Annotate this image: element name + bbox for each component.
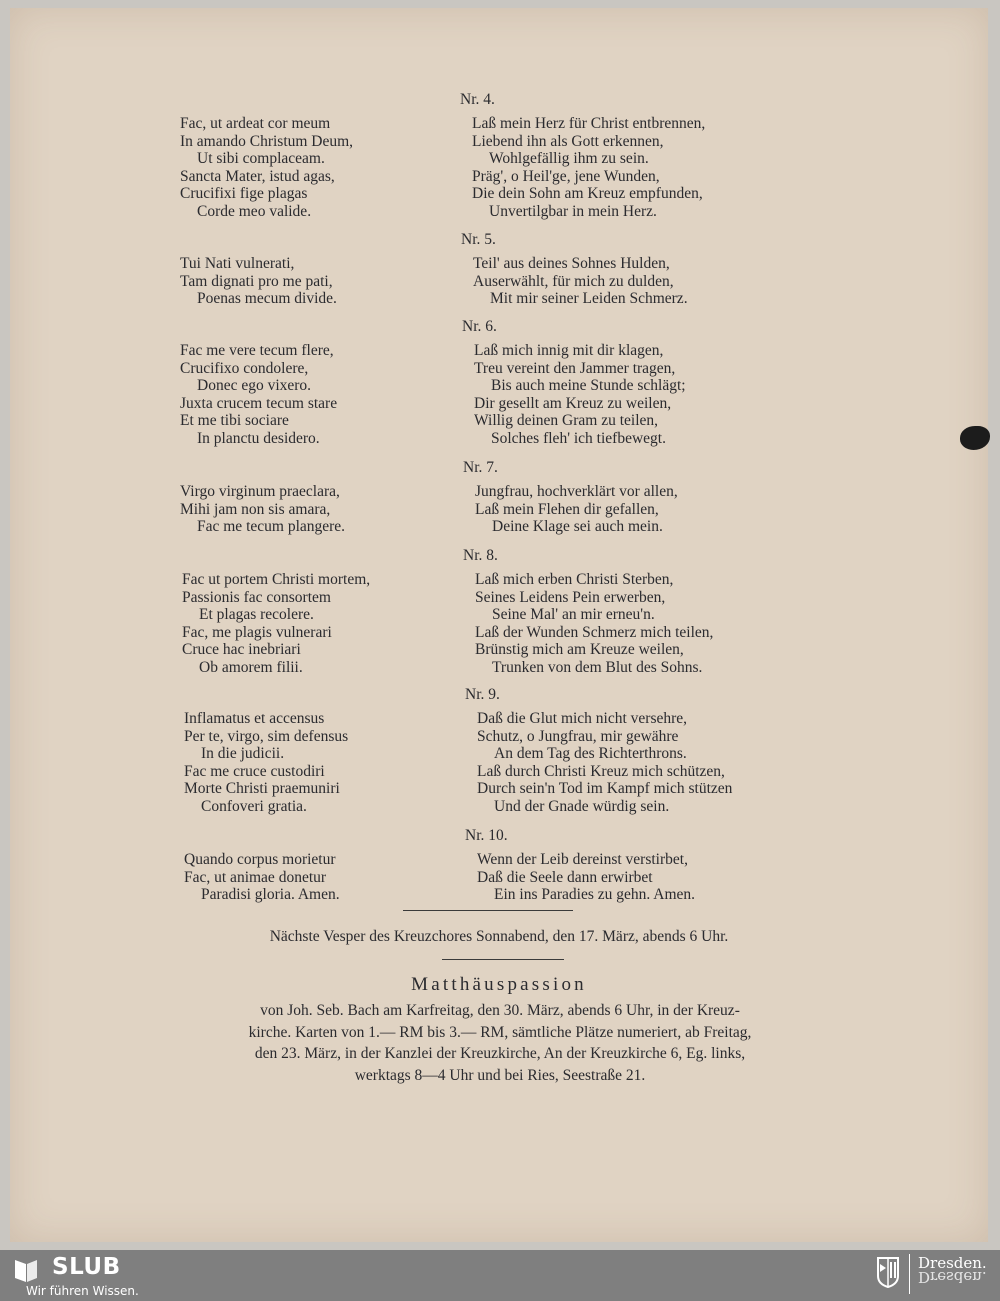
verse-line: Morte Christi praemuniri <box>184 780 340 798</box>
document-page <box>10 8 988 1242</box>
verse-line: Auserwählt, für mich zu dulden, <box>473 272 674 290</box>
verse-line: Laß mein Herz für Christ entbrennen, <box>472 115 706 132</box>
verse-line: Seine Mal' an mir erneu'n. <box>492 606 655 624</box>
verse-line: Corde meo valide. <box>197 202 312 220</box>
dresden-coat-of-arms-icon <box>876 1256 900 1288</box>
verse-line: Per te, virgo, sim defensus <box>184 727 349 745</box>
verse-line: In planctu desidero. <box>197 429 320 447</box>
verse-line: Liebend ihn als Gott erkennen, <box>472 132 664 150</box>
slub-logo-text: SLUB <box>52 1254 121 1280</box>
german-verse <box>475 483 835 536</box>
verse-line: Laß der Wunden Schmerz mich teilen, <box>475 623 714 641</box>
verse-line: Unvertilgbar in mein Herz. <box>489 202 657 220</box>
verse-line: Brünstig mich am Kreuze weilen, <box>475 641 684 659</box>
verse-line: Fac ut portem Christi mortem, <box>182 571 371 588</box>
verse-line: Ut sibi complaceam. <box>197 150 325 168</box>
verse-line: Fac, ut animae donetur <box>184 868 327 886</box>
passion-line: den 23. März, in der Kanzlei der Kreuzkirche, An der Kreuzkirche 6, Eg. links, <box>254 1045 746 1063</box>
verse-line: Mit mir seiner Leiden Schmerz. <box>490 290 688 308</box>
latin-verse <box>180 342 470 448</box>
verse-line: Et me tibi sociare <box>180 412 289 430</box>
verse-line: Crucifixi fige plagas <box>180 185 308 203</box>
verse-line: Laß mein Flehen dir gefallen, <box>475 500 659 518</box>
verse-line: Inflamatus et accensus <box>184 710 325 727</box>
verse-line: Wohlgefällig ihm zu sein. <box>489 150 649 168</box>
german-verse <box>477 710 837 816</box>
divider-rule <box>442 959 564 960</box>
verse-line: Wenn der Leib dereinst verstirbet, <box>477 851 688 868</box>
verse-line: Solches fleh' ich tiefbewegt. <box>491 429 666 447</box>
verse-line: Poenas mecum divide. <box>197 290 337 308</box>
stanza-number: Nr. 7. <box>463 459 498 476</box>
verse-line: Trunken von dem Blut des Sohns. <box>492 658 703 676</box>
verse-line: Ein ins Paradies zu gehn. Amen. <box>494 886 696 904</box>
latin-verse <box>184 851 474 904</box>
verse-line: Daß die Glut mich nicht versehre, <box>477 710 688 727</box>
german-verse <box>477 851 837 904</box>
verse-line: In amando Christum Deum, <box>180 132 354 150</box>
passion-line: werktags 8—4 Uhr und bei Ries, Seestraße 21. <box>354 1066 646 1084</box>
verse-line: Teil' aus deines Sohnes Hulden, <box>473 255 670 272</box>
stanza-number: Nr. 5. <box>461 231 496 248</box>
verse-line: Treu vereint den Jammer tragen, <box>474 359 676 377</box>
verse-line: Virgo virginum praeclara, <box>180 483 340 500</box>
verse-line: Fac, me plagis vulnerari <box>182 623 332 641</box>
dresden-logo-text <box>918 1256 987 1284</box>
latin-verse <box>184 710 474 816</box>
verse-line: Laß mich innig mit dir klagen, <box>474 342 664 359</box>
german-verse <box>475 571 835 677</box>
verse-line: Crucifixo condolere, <box>180 359 309 377</box>
verse-line: Fac me vere tecum flere, <box>180 342 334 359</box>
divider-rule <box>403 910 573 911</box>
latin-verse <box>182 571 472 677</box>
verse-line: Fac, ut ardeat cor meum <box>180 115 331 132</box>
passion-line: von Joh. Seb. Bach am Karfreitag, den 30. März, abends 6 Uhr, in der Kreuz- <box>260 1002 740 1019</box>
verse-line: Deine Klage sei auch mein. <box>492 518 663 536</box>
verse-line: Cruce hac inebriari <box>182 641 301 659</box>
verse-line: Tui Nati vulnerati, <box>180 255 295 272</box>
verse-line: Donec ego vixero. <box>197 377 312 395</box>
passion-details <box>180 1000 820 1086</box>
verse-line: Ob amorem filii. <box>199 658 303 676</box>
verse-line: Durch sein'n Tod im Kampf mich stützen <box>477 780 733 798</box>
dresden-text: Dresden. <box>918 1254 987 1272</box>
stanza-number: Nr. 10. <box>465 827 508 844</box>
footer-divider <box>909 1254 910 1294</box>
verse-line: Seines Leidens Pein erwerben, <box>475 588 666 606</box>
verse-line: Fac me cruce custodiri <box>184 762 325 780</box>
verse-line: An dem Tag des Richterthrons. <box>494 745 687 763</box>
passion-title: Matthäuspassion <box>411 974 587 995</box>
stanza-number: Nr. 6. <box>462 318 497 335</box>
verse-line: Juxta crucem tecum stare <box>180 394 338 412</box>
verse-line: Confoveri gratia. <box>201 797 307 815</box>
german-verse <box>474 342 834 448</box>
verse-line: Bis auch meine Stunde schlägt; <box>491 377 686 395</box>
dresden-text-mirror: Dresden. <box>918 1268 987 1286</box>
latin-verse <box>180 255 470 308</box>
verse-line: Passionis fac consortem <box>182 588 331 606</box>
latin-verse <box>180 483 470 536</box>
vesper-notice: Nächste Vesper des Kreuzchores Sonnabend, den 17. März, abends 6 Uhr. <box>269 928 729 945</box>
german-verse <box>472 115 832 221</box>
verse-line: Mihi jam non sis amara, <box>180 500 331 518</box>
footer-bar <box>0 1250 1000 1301</box>
verse-line: Sancta Mater, istud agas, <box>180 167 335 185</box>
verse-line: Tam dignati pro me pati, <box>180 272 333 290</box>
verse-line: Willig deinen Gram zu teilen, <box>474 412 659 430</box>
stanza-number: Nr. 9. <box>465 686 500 703</box>
verse-line: Die dein Sohn am Kreuz empfunden, <box>472 185 703 203</box>
slub-tagline: Wir führen Wissen. <box>26 1284 139 1298</box>
verse-line: Präg', o Heil'ge, jene Wunden, <box>472 167 660 185</box>
german-verse <box>473 255 833 308</box>
slub-book-icon <box>12 1256 40 1284</box>
verse-line: Und der Gnade würdig sein. <box>494 797 670 815</box>
verse-line: Paradisi gloria. Amen. <box>201 886 340 904</box>
stanza-number: Nr. 4. <box>460 91 495 108</box>
verse-line: Fac me tecum plangere. <box>197 518 346 536</box>
ink-blot <box>960 426 990 450</box>
verse-line: Et plagas recolere. <box>199 606 314 624</box>
stanza-number: Nr. 8. <box>463 547 498 564</box>
verse-line: Dir gesellt am Kreuz zu weilen, <box>474 394 672 412</box>
verse-line: Jungfrau, hochverklärt vor allen, <box>475 483 678 500</box>
verse-line: Daß die Seele dann erwirbet <box>477 868 653 886</box>
verse-line: Quando corpus morietur <box>184 851 336 868</box>
verse-line: In die judicii. <box>201 745 285 763</box>
verse-line: Schutz, o Jungfrau, mir gewähre <box>477 727 679 745</box>
verse-line: Laß durch Christi Kreuz mich schützen, <box>477 762 725 780</box>
passion-line: kirche. Karten von 1.— RM bis 3.— RM, sämtliche Plätze numeriert, ab Freitag, <box>248 1023 752 1041</box>
latin-verse <box>180 115 470 221</box>
verse-line: Laß mich erben Christi Sterben, <box>475 571 674 588</box>
